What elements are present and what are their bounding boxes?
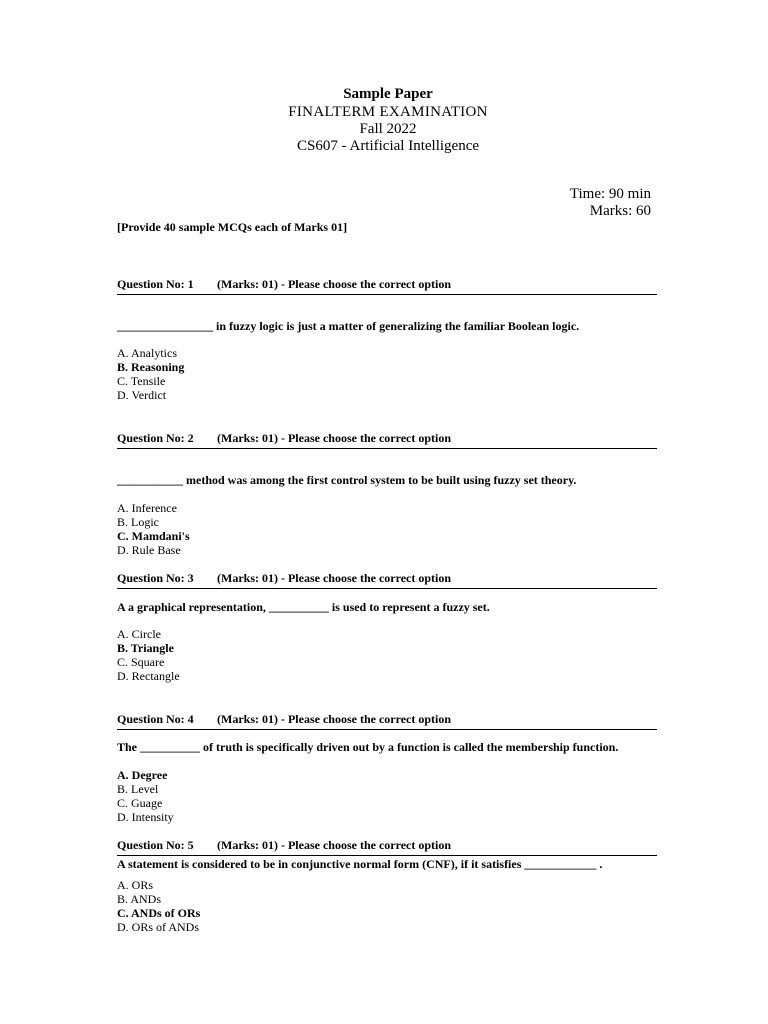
question-text: The __________ of truth is specifically driven out by a function is called the membership function. (117, 740, 619, 754)
option-c: C. Guage (117, 796, 163, 810)
question-text: ___________ method was among the first control system to be built using fuzzy set theory. (117, 473, 577, 487)
exam-term: Fall 2022 (359, 121, 417, 137)
question-number: Question No: 4 (117, 712, 194, 726)
option-b: B. Logic (117, 515, 159, 529)
question-text: ________________ in fuzzy logic is just a matter of generalizing the familiar Boolean logic. (117, 319, 580, 333)
option-d: D. Intensity (117, 810, 174, 824)
question-number: Question No: 5 (117, 838, 194, 852)
question-header (117, 431, 657, 449)
question-marks: (Marks: 01) - Please choose the correct option (217, 838, 452, 852)
question-number: Question No: 2 (117, 431, 194, 445)
option-c: C. Mamdani's (117, 529, 190, 543)
question-header (117, 838, 657, 856)
option-a: A. Inference (117, 501, 177, 515)
option-a: A. Degree (117, 768, 168, 782)
question-number: Question No: 1 (117, 277, 194, 291)
option-c: C. ANDs of ORs (117, 906, 201, 920)
exam-title: FINALTERM EXAMINATION (288, 104, 488, 120)
time-limit: Time: 90 min (569, 186, 651, 202)
option-d: D. ORs of ANDs (117, 920, 200, 934)
question-marks: (Marks: 01) - Please choose the correct option (217, 277, 452, 291)
question-text: A statement is considered to be in conjunctive normal form (CNF), if it satisfies ____________ . (117, 857, 603, 871)
total-marks: Marks: 60 (589, 203, 651, 219)
option-b: B. Reasoning (117, 360, 185, 374)
option-a: A. ORs (117, 878, 154, 892)
question-marks: (Marks: 01) - Please choose the correct option (217, 431, 452, 445)
option-b: B. ANDs (117, 892, 162, 906)
course-title: CS607 - Artificial Intelligence (296, 138, 480, 154)
question-marks: (Marks: 01) - Please choose the correct option (217, 571, 452, 585)
question-header (117, 277, 657, 295)
question-text: A a graphical representation, __________ is used to represent a fuzzy set. (117, 600, 490, 614)
question-header (117, 712, 657, 730)
option-b: B. Level (117, 782, 159, 796)
option-d: D. Rule Base (117, 543, 181, 557)
question-number: Question No: 3 (117, 571, 194, 585)
question-header (117, 571, 657, 589)
instruction: [Provide 40 sample MCQs each of Marks 01] (117, 220, 348, 234)
paper-title: Sample Paper (343, 86, 433, 102)
option-d: D. Verdict (117, 388, 167, 402)
option-d: D. Rectangle (117, 669, 180, 683)
question-marks: (Marks: 01) - Please choose the correct option (217, 712, 452, 726)
option-c: C. Square (117, 655, 165, 669)
option-c: C. Tensile (117, 374, 166, 388)
option-b: B. Triangle (117, 641, 174, 655)
option-a: A. Circle (117, 627, 161, 641)
option-a: A. Analytics (117, 346, 177, 360)
